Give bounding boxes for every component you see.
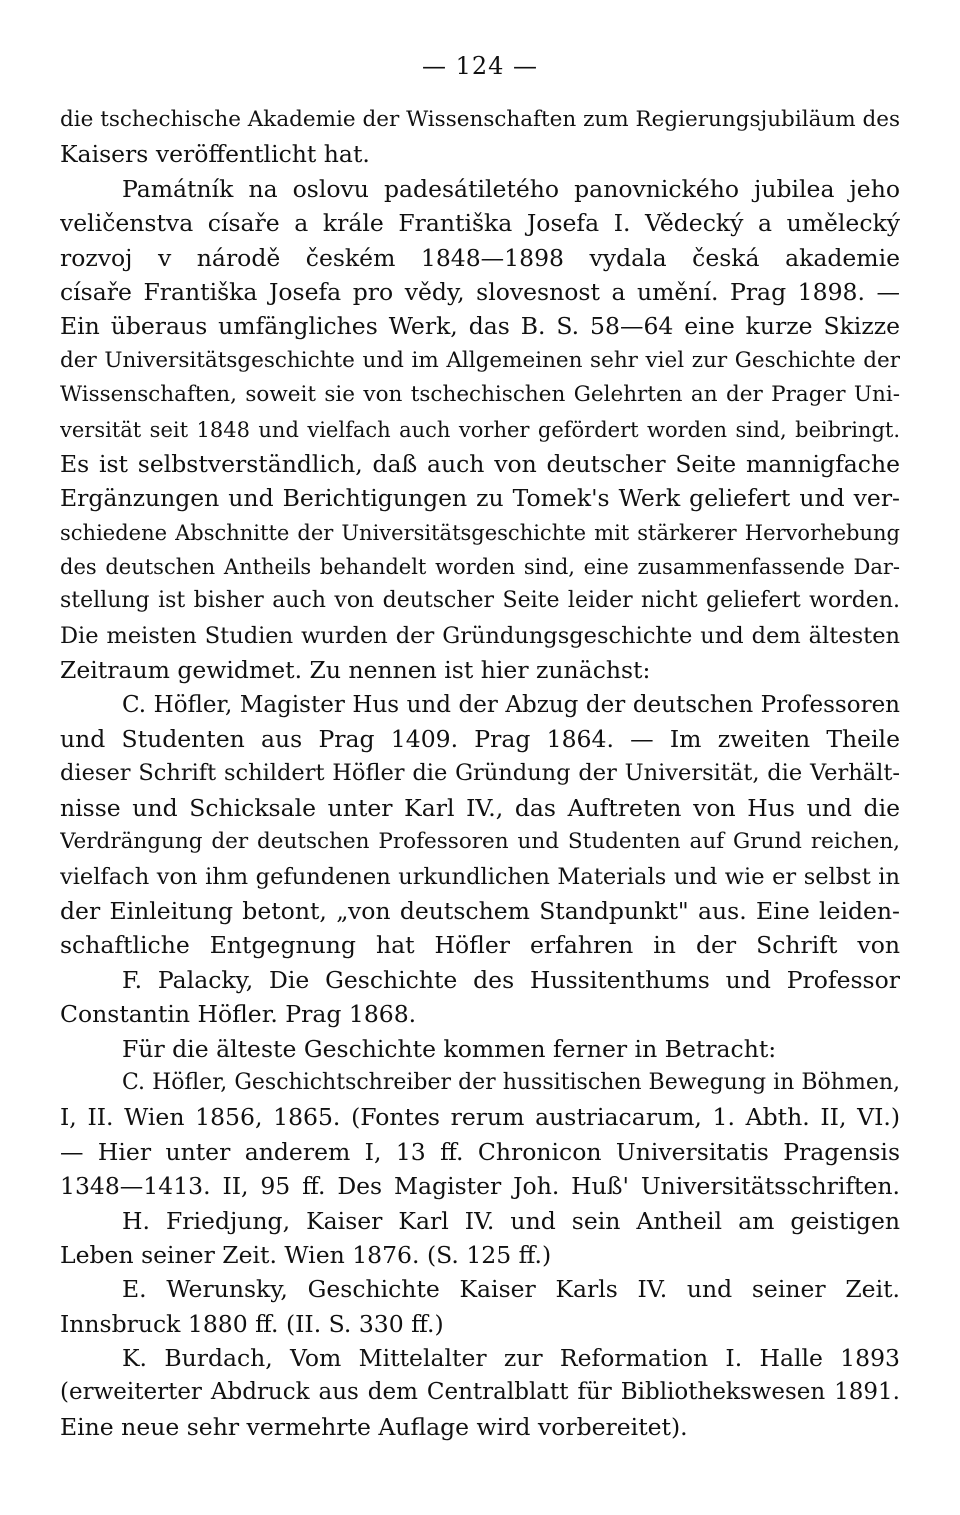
text-line: der Universitätsgeschichte und im Allgemeinen sehr viel zur Geschichte der (60, 347, 900, 373)
text-line: des deutschen Antheils behandelt worden sind, eine zusammenfassende Dar- (60, 555, 900, 580)
text-line: C. Höfler, Magister Hus und der Abzug der deutschen Professoren (122, 691, 900, 718)
text-line: Constantin Höfler. Prag 1868. (60, 1000, 417, 1029)
text-line: Zeitraum gewidmet. Zu nennen ist hier zunächst: (60, 656, 651, 685)
text-line: die tschechische Akademie der Wissenschaften zum Regierungsjubiläum des (60, 107, 900, 132)
text-line: rozvoj v národě českém 1848—1898 vydala česká akademie (60, 243, 900, 272)
text-line: schaftliche Entgegnung hat Höfler erfahren in der Schrift von (60, 931, 900, 960)
text-line: und Studenten aus Prag 1409. Prag 1864. — Im zweiten Theile (60, 725, 900, 754)
text-line: císaře Františka Josefa pro vědy, slovesnost a umění. Prag 1898. — (60, 277, 900, 306)
text-line: C. Höfler, Geschichtschreiber der hussitischen Bewegung in Böhmen, (122, 1069, 900, 1095)
text-line: dieser Schrift schildert Höfler die Gründung der Universität, die Verhält- (60, 760, 900, 787)
text-line: Innsbruck 1880 ff. (II. S. 330 ff.) (60, 1309, 444, 1338)
page-number: — 124 — (421, 52, 539, 80)
text-line: versität seit 1848 und vielfach auch vorher gefördert worden sind, beibringt. (60, 417, 900, 442)
text-line: Ergänzungen und Berichtigungen zu Tomek's Werk geliefert und ver- (60, 484, 900, 513)
text-line: schiedene Abschnitte der Universitätsgeschichte mit stärkerer Hervorhebung (60, 520, 900, 545)
text-line: (erweiterter Abdruck aus dem Centralblatt für Bibliothekswesen 1891. (60, 1379, 900, 1406)
text-line: K. Burdach, Vom Mittelalter zur Reformation I. Halle 1893 (122, 1344, 900, 1373)
text-line: Wissenschaften, soweit sie von tschechischen Gelehrten an der Prager Uni- (60, 382, 900, 408)
text-line: Ein überaus umfängliches Werk, das B. S. 58—64 eine kurze Skizze (60, 312, 900, 341)
text-line: F. Palacky, Die Geschichte des Hussitenthums und Professor (122, 965, 900, 994)
text-line: vielfach von ihm gefundenen urkundlichen Materials und wie er selbst in (60, 863, 900, 890)
text-line: Die meisten Studien wurden der Gründungsgeschichte und dem ältesten (60, 622, 900, 649)
text-line: Verdrängung der deutschen Professoren und Studenten auf Grund reichen, (60, 829, 900, 855)
text-line: veličenstva císaře a krále Františka Josefa I. Vědecký a umělecký (60, 209, 900, 238)
text-line: nisse und Schicksale unter Karl IV., das Auftreten von Hus und die (60, 793, 900, 822)
text-line: E. Werunsky, Geschichte Kaiser Karls IV. und seiner Zeit. (122, 1275, 900, 1304)
text-line: Kaisers veröffentlicht hat. (60, 140, 370, 169)
body-text (60, 103, 900, 1444)
text-line: Es ist selbstverständlich, daß auch von deutscher Seite mannigfache (60, 449, 900, 478)
text-line: der Einleitung betont, „von deutschem Standpunkt" aus. Eine leiden- (60, 896, 900, 925)
text-line: H. Friedjung, Kaiser Karl IV. und sein Antheil am geistigen (122, 1206, 900, 1235)
text-line: Leben seiner Zeit. Wien 1876. (S. 125 ff.) (60, 1240, 552, 1269)
text-line: Eine neue sehr vermehrte Auflage wird vorbereitet). (60, 1412, 688, 1441)
text-line: — Hier unter anderem I, 13 ff. Chronicon Universitatis Pragensis (60, 1137, 900, 1166)
text-line: stellung ist bisher auch von deutscher Seite leider nicht geliefert worden. (60, 588, 900, 614)
text-line: Památník na oslovu padesátiletého panovnického jubilea jeho (122, 174, 900, 203)
text-line: Für die älteste Geschichte kommen ferner in Betracht: (122, 1034, 777, 1063)
text-line: I, II. Wien 1856, 1865. (Fontes rerum austriacarum, 1. Abth. II, VI.) (60, 1103, 900, 1132)
text-line: 1348—1413. II, 95 ff. Des Magister Joh. Huß' Universitätsschriften. (60, 1172, 900, 1201)
